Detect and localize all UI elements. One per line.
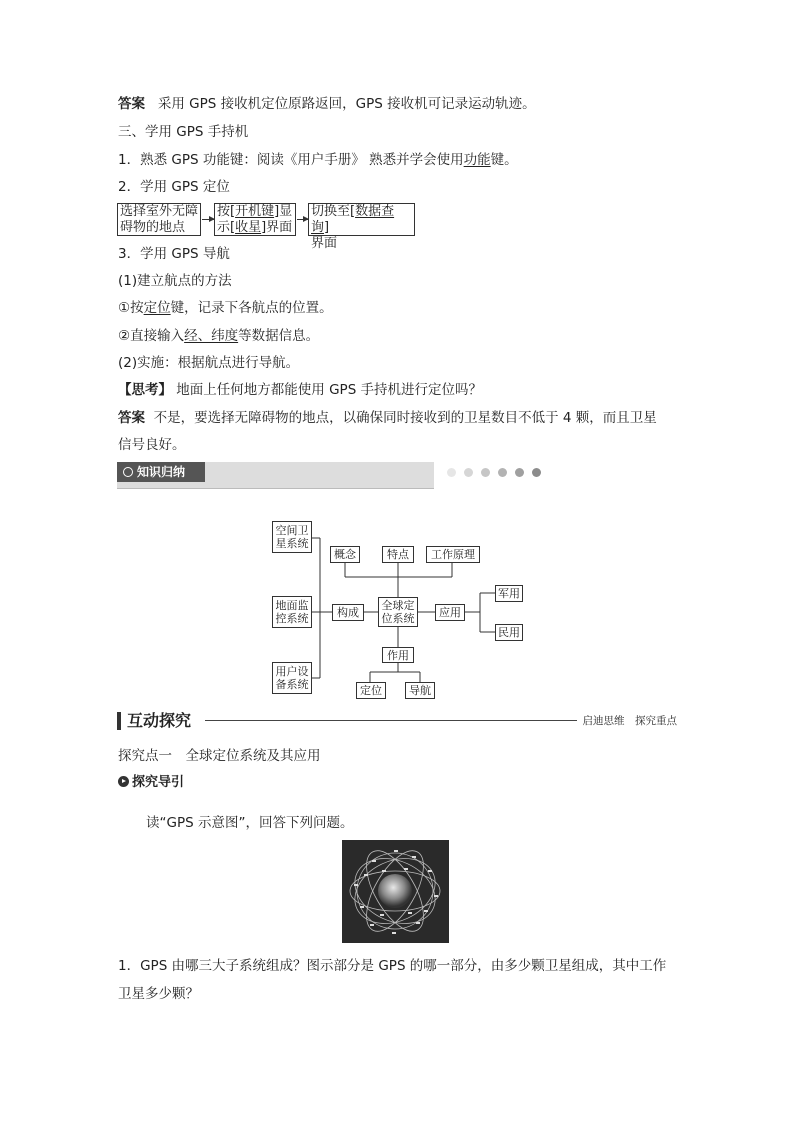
answer-label: 答案 [118, 96, 145, 112]
mm-principle: 工作原理 [426, 546, 480, 563]
t: 全球定 [381, 599, 415, 612]
t: 用户设 [275, 665, 309, 678]
t: ①按 [118, 300, 144, 316]
t: 按[ [217, 204, 236, 219]
t: 开机键 [235, 204, 275, 219]
think-label: 【思考】 [118, 382, 172, 398]
t: 数据查询 [311, 204, 395, 235]
mm-application: 应用 [435, 604, 465, 621]
item-3: 3．学用 GPS 导航 [118, 246, 230, 262]
answer-2-line2: 信号良好。 [118, 437, 186, 453]
mm-space-segment [272, 521, 312, 553]
t: 备系统 [275, 678, 309, 691]
mm-function: 作用 [382, 647, 414, 663]
item-1-underlined: 功能 [463, 152, 491, 168]
section-header [117, 709, 677, 733]
mm-positioning: 定位 [356, 682, 386, 699]
t: 星系统 [275, 537, 309, 550]
t: 经、纬度 [184, 328, 239, 344]
answer-text: 采用 GPS 接收机定位原路返回，GPS 接收机可记录运动轨迹。 [157, 96, 536, 112]
answer-label: 答案 [118, 410, 145, 426]
t: 控系统 [275, 612, 309, 625]
t: ] [324, 220, 330, 235]
mm-feature: 特点 [382, 546, 414, 563]
t: ②直接输入 [118, 328, 185, 344]
explore-1: 探究点一 全球定位系统及其应用 [118, 748, 321, 764]
section-bar [117, 712, 121, 730]
flow-box-3-line2: 界面 [311, 236, 338, 251]
t: 等数据信息。 [238, 328, 320, 344]
t: ]界面 [261, 220, 293, 235]
mm-concept: 概念 [330, 546, 360, 563]
item-1-prefix: 1．熟悉 GPS 功能键：阅读《用户手册》 熟悉并学会使用 [118, 152, 464, 168]
read-prompt: 读“GPS 示意图”，回答下列问题。 [146, 815, 354, 831]
section-title: 互动探究 [127, 711, 192, 730]
gps-diagram-image [342, 840, 449, 943]
banner-label: 知识归纳 [137, 465, 186, 479]
mm-navigation: 导航 [405, 682, 435, 699]
t: 位系统 [381, 612, 415, 625]
mm-center [378, 597, 418, 627]
guide-label: 探究导引 [132, 775, 185, 790]
t: 键，记录下各航点的位置。 [170, 300, 333, 316]
sub-2: (2)实施：根据航点进行导航。 [118, 355, 300, 371]
mm-ground-segment [272, 596, 312, 628]
item-2: 2．学用 GPS 定位 [118, 179, 230, 195]
section-3-title: 三、学用 GPS 手持机 [118, 124, 249, 140]
play-icon [118, 776, 129, 787]
section-subtitle: 启迪思维 探究重点 [582, 715, 677, 727]
t: 不是，要选择无障碍物的地点，以确保同时接收到的卫星数目不低于 4 颗，而且卫星 [153, 410, 657, 426]
mm-composition: 构成 [332, 604, 364, 621]
section-rule [205, 720, 577, 721]
item-1-suffix: 键。 [490, 152, 518, 168]
flow-box-1-line2: 碍物的地点 [120, 220, 186, 235]
sub-1: (1)建立航点的方法 [118, 273, 232, 289]
t: 示[ [217, 220, 236, 235]
guide-heading [118, 773, 184, 793]
think-text: 地面上任何地方都能使用 GPS 手持机进行定位吗？ [176, 382, 483, 398]
question-1-line1: 1．GPS 由哪三大子系统组成？图示部分是 GPS 的哪一部分，由多少颗卫星组成，其中工作 [118, 958, 667, 974]
question-1-line2: 卫星多少颗？ [118, 986, 199, 1002]
t: 地面监 [275, 599, 309, 612]
mm-civil: 民用 [495, 624, 523, 641]
mm-military: 军用 [495, 585, 523, 602]
t: 收星 [235, 220, 262, 235]
flow-box-1-line1: 选择室外无障 [120, 204, 199, 219]
t: 空间卫 [275, 524, 309, 537]
t: 定位 [143, 300, 171, 316]
t: 切换至[ [311, 204, 356, 219]
t: ]显 [274, 204, 293, 219]
mm-user-segment [272, 662, 312, 694]
